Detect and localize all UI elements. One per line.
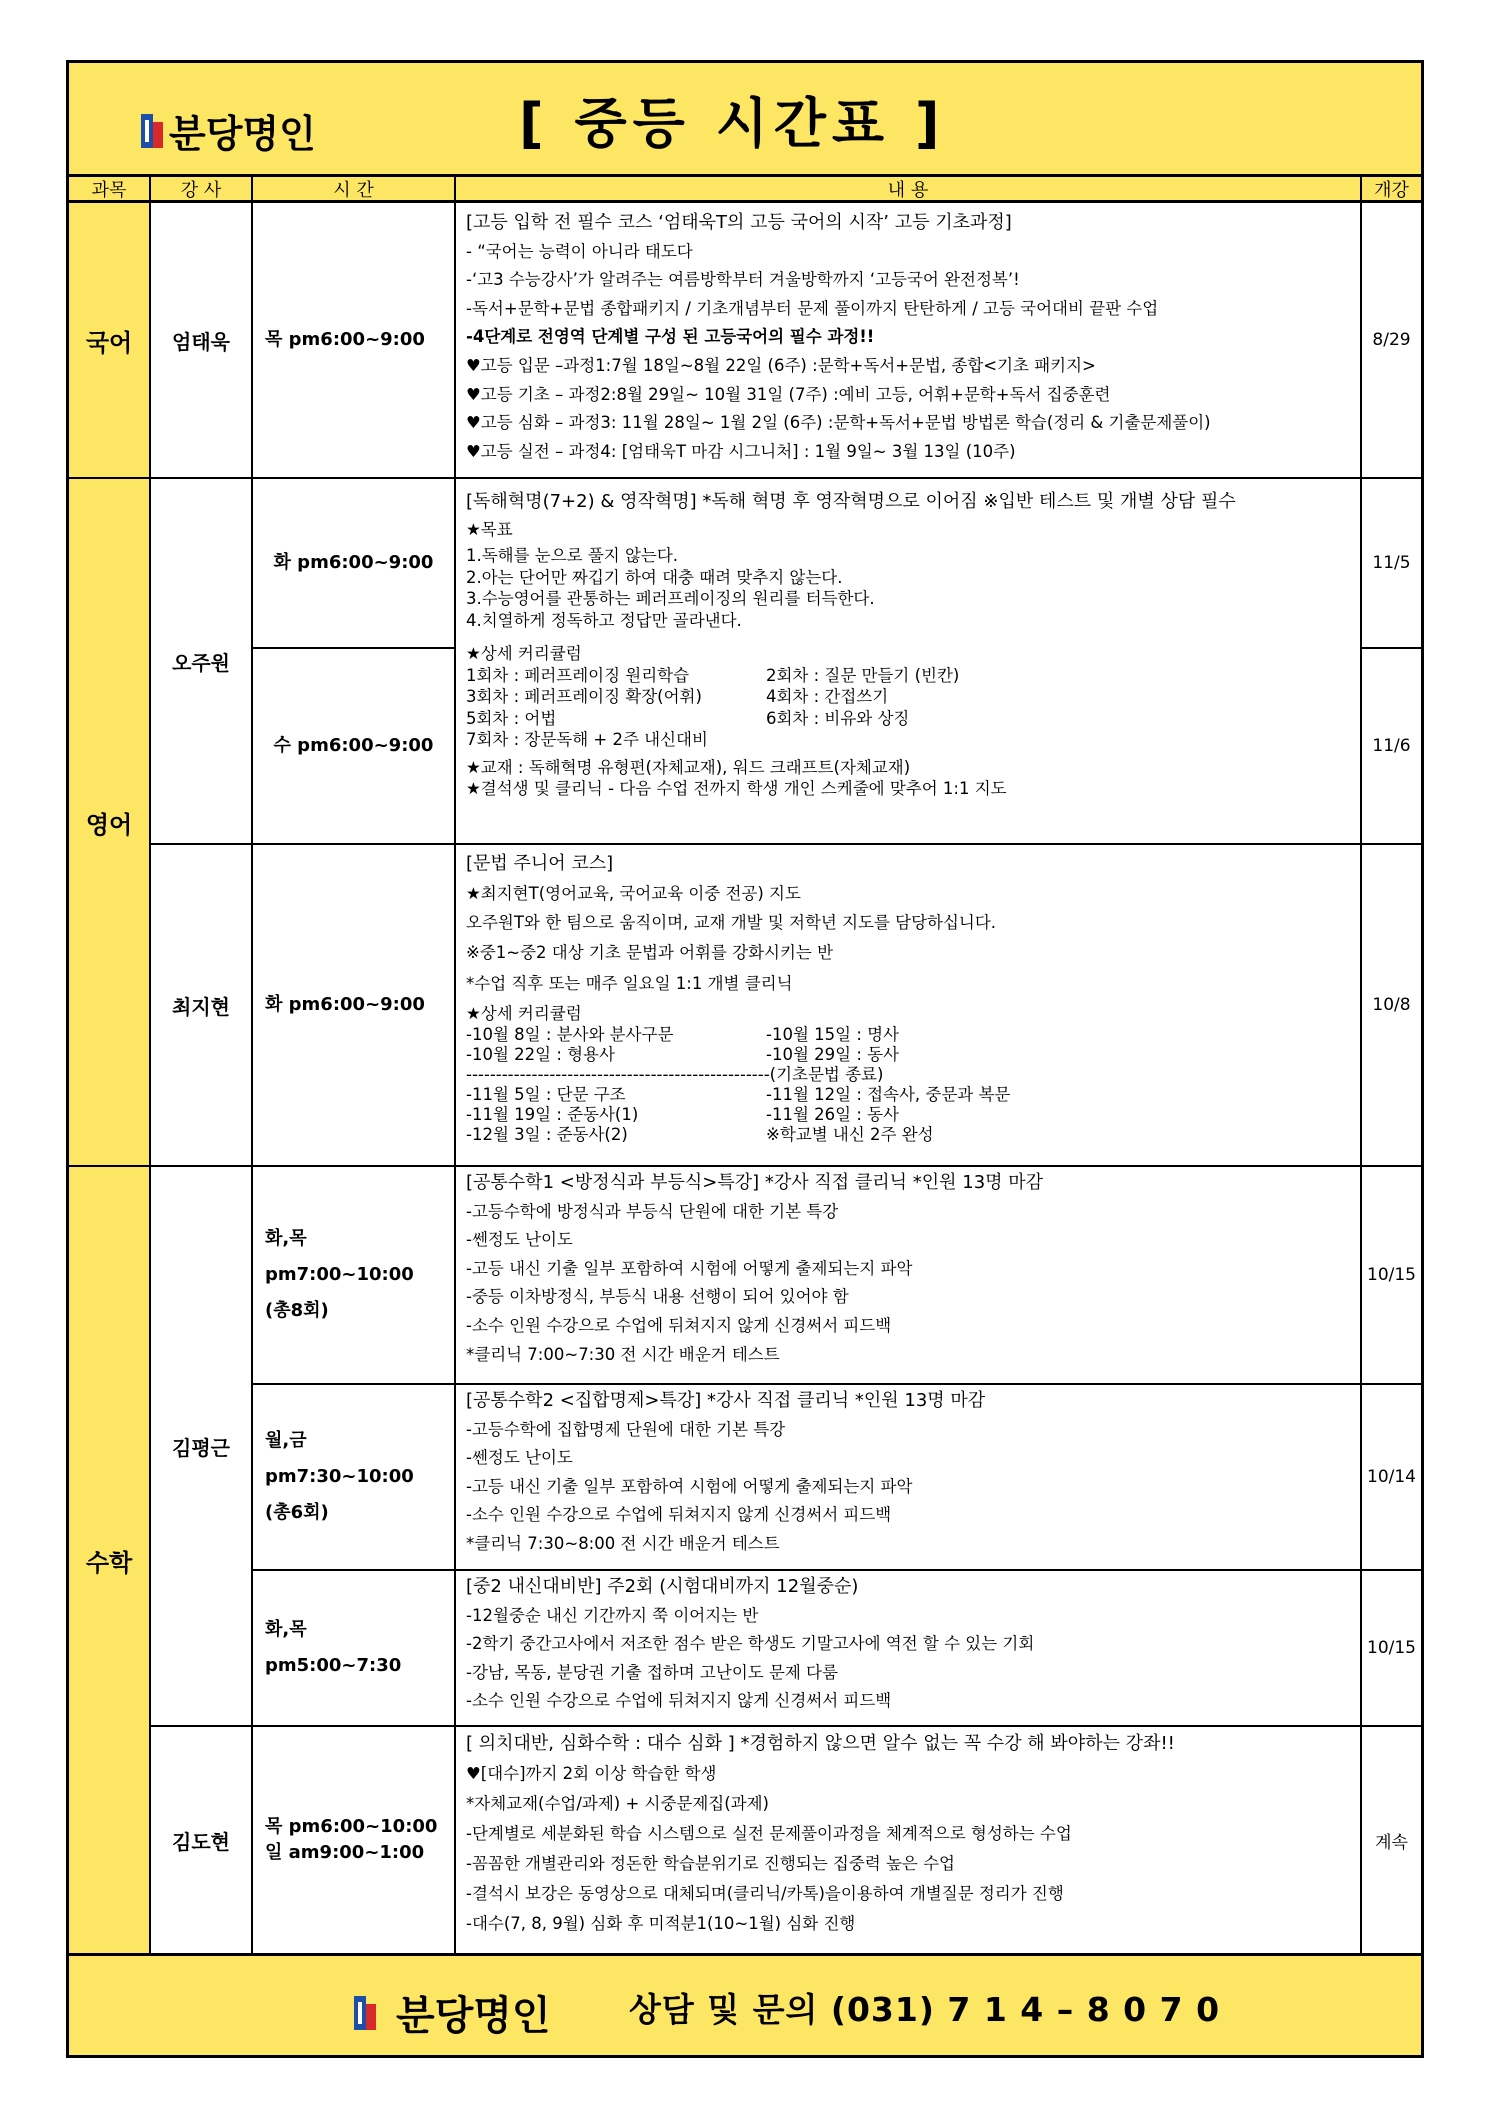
col-content: 내 용 [456,177,1362,203]
content-line: -강남, 목동, 분당권 기출 접하며 고난이도 문제 다룸 [466,1662,838,1682]
content-line: ★최지현T(영어교육, 국어교육 이중 전공) 지도 [466,884,801,903]
content-line: -4단계로 전영역 단계별 구성 된 고등국어의 필수 과정!! [466,327,875,347]
content-line: 오주원T와 한 팀으로 움직이며, 교재 개발 및 저학년 지도를 담당하십니다. [466,913,997,932]
start-date: 10/15 [1362,1571,1421,1727]
content-line: -독서+문학+문법 종합패키지 / 기초개념부터 문제 풀이까지 탄탄하게 / 고등 국어대비 끝판 수업 [466,298,1159,318]
class-time [253,845,456,1167]
class-time [253,1167,456,1385]
curriculum-row: 1회차 : 페러프레이징 원리학습 2회차 : 질문 만들기 (빈칸) [466,665,960,685]
content-line: -2학기 중간고사에서 저조한 점수 받은 학생도 기말고사에 역전 할 수 있는 기회 [466,1634,1035,1654]
col-teacher: 강 사 [151,177,253,203]
time-text: pm7:00~10:00 [265,1264,414,1285]
time-days: 월,금 [265,1430,307,1451]
contact-info: 상담 및 문의 (031) 7 1 4 – 8 0 7 0 [629,1990,1221,2029]
subject-korean: 국어 [69,203,151,479]
content-line: -중등 이차방정식, 부등식 내용 선행이 되어 있어야 함 [466,1287,849,1307]
content-line: -고등 내신 기출 일부 포함하여 시험에 어떻게 출제되는지 파악 [466,1476,913,1496]
class-time [253,203,456,479]
teacher-name: 엄태욱 [151,203,253,479]
curriculum-row: -10월 8일 : 분사와 분사구문 -10월 15일 : 명사 [466,1025,899,1044]
start-date: 10/14 [1362,1385,1421,1571]
class-content [456,1385,1362,1571]
course-heading: [독해혁명(7+2) & 영작혁명] *독해 혁명 후 영작혁명으로 이어짐 ※입반 테스트 및 개별 상담 필수 [466,491,1236,512]
time-text: pm7:30~10:00 [265,1466,414,1487]
start-date: 10/8 [1362,845,1421,1167]
class-time [253,1385,456,1571]
curriculum-row: 7회차 : 장문독해 + 2주 내신대비 [466,730,708,749]
content-line: *클리닉 7:00~7:30 전 시간 배운거 테스트 [466,1344,780,1364]
brand-logo [354,1984,551,2041]
page-title: [ 중등 시간표 ] [519,92,946,155]
time-days: 화,목 [265,1228,307,1249]
brand-logo [141,103,316,158]
curriculum-row: 3회차 : 페러프레이징 확장(어휘) 4회차 : 간접쓰기 [466,687,889,706]
col-time: 시 간 [253,177,456,203]
content-line: ♥고등 입문 –과정1:7월 18일~8월 22일 (6주) :문학+독서+문법, 종합<기초 패키지> [466,355,1096,375]
content-line: ♥고등 기초 – 과정2:8월 29일~ 10월 31일 (7주) :예비 고등, 어휘+문학+독서 집중훈련 [466,384,1111,404]
content-line: -쎈정도 난이도 [466,1448,573,1468]
content-line: -‘고3 수능강사’가 알려주는 여름방학부터 겨울방학까지 ‘고등국어 완전정복’! [466,270,1020,290]
content-line: *수업 직후 또는 매주 일요일 1:1 개별 클리닉 [466,974,793,993]
class-time [253,479,456,649]
curriculum-row: -11월 5일 : 단문 구조 -11월 12일 : 접속사, 중문과 복문 [466,1085,1011,1104]
brand-name: 분당명인 [396,1993,551,2039]
content-line: ♥고등 실전 – 과정4: [엄태욱T 마감 시그니처] : 1월 9일~ 3월 13일 (10주) [466,441,1016,461]
curriculum-title: ★상세 커리큘럼 [466,644,582,663]
logo-icon [354,1996,376,2030]
content-line: -단계별로 세분화된 학습 시스템으로 실전 문제풀이과정을 체계적으로 형성하는 수업 [466,1824,1072,1843]
footer-banner [69,1953,1421,2055]
course-heading: [공통수학2 <집합명제>특강] *강사 직접 클리닉 *인원 13명 마감 [466,1390,986,1411]
content-line: -꼼꼼한 개별관리와 정돈한 학습분위기로 진행되는 집중력 높은 수업 [466,1854,955,1873]
time-text: 일 am9:00~1:00 [265,1842,425,1863]
curriculum-row: -12월 3일 : 준동사(2) ※학교별 내신 2주 완성 [466,1125,934,1144]
course-heading: [문법 주니어 코스] [466,853,614,874]
start-date: 8/29 [1362,203,1421,479]
material-line: ★교재 : 독해혁명 유형편(자체교재), 워드 크래프트(자체교재) [466,757,911,777]
session-count: (총8회) [265,1300,329,1321]
curriculum-row: 5회차 : 어법 6회차 : 비유와 상징 [466,708,910,728]
class-content [456,845,1362,1167]
class-content [456,1167,1362,1385]
class-content [456,203,1362,479]
col-start: 개강 [1362,177,1421,203]
content-line: -결석시 보강은 동영상으로 대체되며(클리닉/카톡)을이용하여 개별질문 정리가 진행 [466,1884,1064,1903]
class-content [456,1727,1362,1953]
teacher-name: 김평근 [151,1167,253,1727]
course-heading: [중2 내신대비반] 주2회 (시험대비까지 12월중순) [466,1576,859,1597]
goal-title: ★목표 [466,520,513,539]
start-date: 11/5 [1362,479,1421,649]
timetable-frame [66,60,1424,2058]
class-content [456,1571,1362,1727]
content-line: -소수 인원 수강으로 수업에 뒤쳐지지 않게 신경써서 피드백 [466,1691,892,1711]
time-text: 화 pm6:00~9:00 [273,552,434,573]
curriculum-row: -10월 22일 : 형용사 -10월 29일 : 동사 [466,1045,899,1064]
content-line: -고등 내신 기출 일부 포함하여 시험에 어떻게 출제되는지 파악 [466,1258,913,1278]
subject-math: 수학 [69,1167,151,1953]
content-line: -고등수학에 집합명제 단원에 대한 기본 특강 [466,1419,786,1439]
time-days: 화,목 [265,1619,307,1640]
class-content [456,479,1362,845]
content-line: -소수 인원 수강으로 수업에 뒤쳐지지 않게 신경써서 피드백 [466,1315,892,1335]
col-subject: 과목 [69,177,151,203]
content-line: -쎈정도 난이도 [466,1230,573,1250]
content-line: 1.독해를 눈으로 풀지 않는다. [466,546,679,565]
curriculum-title: ★상세 커리큘럼 [466,1004,582,1023]
header-banner [69,63,1421,177]
teacher-name: 김도현 [151,1727,253,1953]
logo-icon [141,114,163,148]
course-heading: [고등 입학 전 필수 코스 ‘엄태욱T의 고등 국어의 시작’ 고등 기초과정] [466,212,1012,233]
content-line: ※중1~중2 대상 기초 문법과 어휘를 강화시키는 반 [466,943,834,962]
subject-english: 영어 [69,479,151,1167]
course-heading: [ 의치대반, 심화수학 : 대수 심화 ] *경험하지 않으면 알수 없는 꼭 수강 해 봐야하는 강좌!! [466,1733,1175,1754]
clinic-line: ★결석생 및 클리닉 - 다음 수업 전까지 학생 개인 스케줄에 맞추어 1:1 지도 [466,779,1007,798]
content-line: 2.아는 단어만 짜깁기 하여 대충 때려 맞추지 않는다. [466,567,843,587]
teacher-name: 오주원 [151,479,253,845]
content-line: -12월중순 내신 기간까지 쭉 이어지는 반 [466,1605,759,1625]
time-text: pm5:00~7:30 [265,1655,402,1676]
content-line: - “국어는 능력이 아니라 태도다 [466,241,693,261]
content-line: *자체교재(수업/과제) + 시중문제집(과제) [466,1794,769,1813]
course-heading: [공통수학1 <방정식과 부등식>특강] *강사 직접 클리닉 *인원 13명 마감 [466,1172,1044,1193]
content-line: 4.치열하게 정독하고 정답만 골라낸다. [466,610,742,630]
class-time [253,1571,456,1727]
class-time [253,1727,456,1953]
content-line: -대수(7, 8, 9월) 심화 후 미적분1(10~1월) 심화 진행 [466,1914,856,1933]
brand-name: 분당명인 [169,112,316,156]
curriculum-divider: ---------------------------------------------------(기초문법 종료) [466,1065,884,1084]
start-date: 계속 [1375,1832,1408,1853]
teacher-name: 최지현 [151,845,253,1167]
curriculum-row: -11월 19일 : 준동사(1) -11월 26일 : 동사 [466,1105,899,1124]
content-line: *클리닉 7:30~8:00 전 시간 배운거 테스트 [466,1533,780,1553]
time-text: 수 pm6:00~9:00 [273,735,434,756]
class-time [253,649,456,845]
time-text: 목 pm6:00~10:00 [265,1816,438,1837]
content-line: 3.수능영어를 관통하는 페러프레이징의 원리를 터득한다. [466,589,875,608]
time-text: 목 pm6:00~9:00 [265,329,425,350]
content-line: -고등수학에 방정식과 부등식 단원에 대한 기본 특강 [466,1201,839,1221]
session-count: (총6회) [265,1502,329,1523]
content-line: ♥[대수]까지 2회 이상 학습한 학생 [466,1764,717,1783]
start-date: 10/15 [1362,1167,1421,1385]
content-line: -소수 인원 수강으로 수업에 뒤쳐지지 않게 신경써서 피드백 [466,1505,892,1525]
content-line: ♥고등 심화 – 과정3: 11월 28일~ 1월 2일 (6주) :문학+독서+문법 방법론 학습(정리 & 기출문제풀이) [466,413,1211,433]
time-text: 화 pm6:00~9:00 [265,994,425,1015]
start-date: 11/6 [1362,649,1421,845]
